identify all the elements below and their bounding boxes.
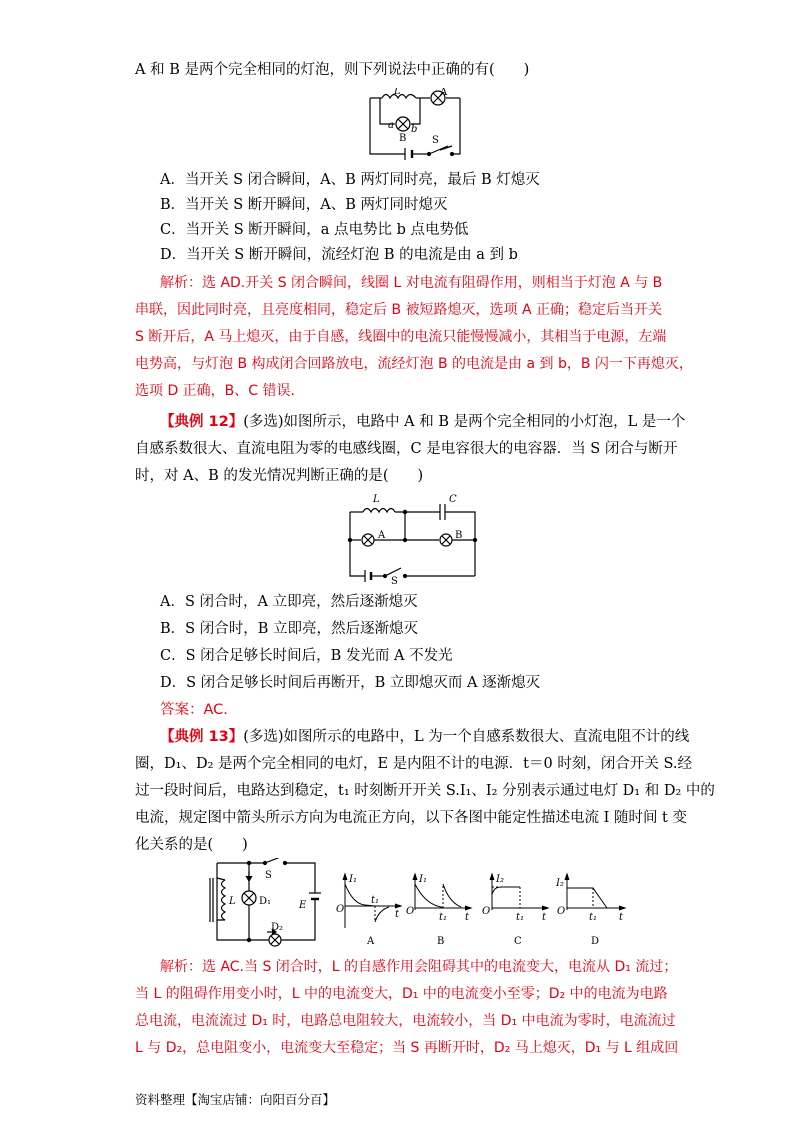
q11-analysis-line-3: S 断开后，A 马上熄灭，由于自感，线圈中的电流只能慢慢减小，其相当于电源，左端 xyxy=(135,329,667,345)
q13-label-L: L xyxy=(229,896,236,907)
q13-stem-line-3: 过一段时间后，电路达到稳定，t₁ 时刻断开开关 S.I₁、I₂ 分别表示通过电灯 D₁ 和 D₂ 中的 xyxy=(135,783,715,799)
q12-label-S: S xyxy=(391,576,398,584)
q13-graph-c xyxy=(480,870,552,948)
q13-graph-c-ylabel: I₂ xyxy=(496,874,504,885)
q11-analysis-line-2: 串联，因此同时亮，且亮度相同，稳定后 B 被短路熄灭，选项 A 正确；稳定后当开关 xyxy=(135,302,662,318)
q12-option-b: B．S 闭合时，B 立即亮，然后逐渐熄灭 xyxy=(160,621,418,637)
q11-option-b: B．当开关 S 断开瞬间，A、B 两灯同时熄灭 xyxy=(160,197,448,213)
q13-analysis-line-2: 当 L 的阻碍作用变小时，L 中的电流变大，D₁ 中的电流变小至零；D₂ 中的电流为电路 xyxy=(135,986,668,1002)
q11-label-L: L xyxy=(394,88,401,97)
q13-graph-a-t: t xyxy=(395,909,400,920)
q13-graph-b xyxy=(405,870,475,948)
q13-graph-d xyxy=(555,870,630,948)
q12-label-B: B xyxy=(455,530,463,541)
q12-option-a: A．S 闭合时，A 立即亮，然后逐渐熄灭 xyxy=(160,594,418,610)
q13-graph-d-t1: t₁ xyxy=(589,912,598,923)
q13-graph-d-name: D xyxy=(591,936,600,947)
q13-graph-c-t1: t₁ xyxy=(516,912,525,923)
q12-label-A: A xyxy=(378,530,386,541)
q11-analysis-line-4: 电势高，与灯泡 B 构成闭合回路放电，流经灯泡 B 的电流是由 a 到 b，B 闪一下再熄灭， xyxy=(135,356,693,372)
q11-label-A: A xyxy=(440,88,448,98)
q13-stem-line-5: 化关系的是( ) xyxy=(135,837,248,853)
q11-label-B: B xyxy=(399,133,407,144)
q12-tag: 【典例 12】 xyxy=(160,414,244,430)
q11-label-a: a xyxy=(388,120,394,131)
q13-analysis-line-1: 解析：选 AC.当 S 闭合时，L 的自感作用会阻碍其中的电流变大，电流从 D₁ 流过； xyxy=(160,959,678,975)
q11-option-c: C．当开关 S 断开瞬间，a 点电势比 b 点电势低 xyxy=(160,222,469,238)
q13-stem-line-2: 圈，D₁、D₂ 是两个完全相同的电灯，E 是内阻不计的电源．t＝0 时刻，闭合开关 S.经 xyxy=(135,756,692,772)
q13-stem-line-4: 电流，规定图中箭头所示方向为电流正方向，以下各图中能定性描述电流 I 随时间 t 变 xyxy=(135,810,687,826)
q11-option-a: A．当开关 S 闭合瞬间，A、B 两灯同时亮，最后 B 灯熄灭 xyxy=(160,172,540,188)
q13-label-D1: D₁ xyxy=(259,896,272,907)
q13-graph-a-ylabel: I₁ xyxy=(349,874,357,885)
q13-graph-a-t1: t₁ xyxy=(371,895,380,906)
q11-analysis-line-1: 解析：选 AD.开关 S 闭合瞬间，线圈 L 对电流有阻碍作用，则相当于灯泡 A 与 B xyxy=(160,275,663,291)
q13-graph-b-t1: t₁ xyxy=(439,912,448,923)
q13-circuit-figure xyxy=(205,858,330,948)
q13-graph-a xyxy=(335,870,405,948)
q13-graph-b-t: t xyxy=(465,912,470,923)
page-footer: 资料整理【淘宝店铺：向阳百分百】 xyxy=(135,1092,336,1107)
q12-option-c: C．S 闭合足够长时间后，B 发光而 A 不发光 xyxy=(160,648,453,664)
q13-analysis-line-4: L 与 D₂，总电阻变小，电流变大至稳定；当 S 再断开时，D₂ 马上熄灭，D₁ 与 L 组成回 xyxy=(135,1040,679,1056)
q12-option-d: D．S 闭合足够长时间后再断开，B 立即熄灭而 A 逐渐熄灭 xyxy=(160,675,541,691)
q12-label-L: L xyxy=(373,494,380,505)
q13-graph-c-t: t xyxy=(542,912,547,923)
q13-graph-d-t: t xyxy=(619,912,624,923)
q13-graph-c-origin: O xyxy=(482,906,491,917)
q13-graph-b-origin: O xyxy=(406,906,415,917)
q13-label-E: E xyxy=(299,900,307,911)
q13-graph-d-origin: O xyxy=(557,906,566,917)
q12-stem-line-3: 时，对 A、B 的发光情况判断正确的是( ) xyxy=(135,468,424,484)
q13-stem-line-1 xyxy=(160,727,689,747)
q12-circuit-figure xyxy=(345,492,485,584)
q12-answer: 答案：AC. xyxy=(160,702,228,718)
q13-graph-b-name: B xyxy=(437,936,445,947)
q13-tag: 【典例 13】 xyxy=(160,729,244,745)
q13-graph-d-ylabel: I₂ xyxy=(556,878,564,889)
q11-stem: A 和 B 是两个完全相同的灯泡，则下列说法中正确的有( ) xyxy=(135,62,530,78)
q13-graph-b-ylabel: I₁ xyxy=(419,874,427,885)
q13-stem-text-1: (多选)如图所示的电路中，L 为一个自感系数很大、直流电阻不计的线 xyxy=(243,729,690,745)
q11-label-b: b xyxy=(411,124,418,135)
q13-graph-a-name: A xyxy=(367,936,375,947)
q12-stem-line-1 xyxy=(160,412,685,432)
q11-option-d: D．当开关 S 断开瞬间，流经灯泡 B 的电流是由 a 到 b xyxy=(160,247,518,263)
q13-graph-c-name: C xyxy=(514,936,522,947)
q13-graph-a-origin: O xyxy=(336,904,345,915)
q11-circuit-figure xyxy=(360,88,470,160)
q11-label-S: S xyxy=(432,135,439,146)
q13-label-S: S xyxy=(265,870,272,881)
q13-label-D2: D₂ xyxy=(271,922,284,933)
q11-analysis-line-5: 选项 D 正确，B、C 错误. xyxy=(135,383,295,399)
q13-analysis-line-3: 总电流，电流流过 D₁ 时，电路总电阻较大，电流较小，当 D₁ 中电流为零时，电流流过 xyxy=(135,1013,676,1029)
q12-stem-text-1: (多选)如图所示，电路中 A 和 B 是两个完全相同的小灯泡，L 是一个 xyxy=(243,414,686,430)
q12-stem-line-2: 自感系数很大、直流电阻为零的电感线圈，C 是电容很大的电容器．当 S 闭合与断开 xyxy=(135,441,678,457)
q12-label-C: C xyxy=(449,494,457,505)
